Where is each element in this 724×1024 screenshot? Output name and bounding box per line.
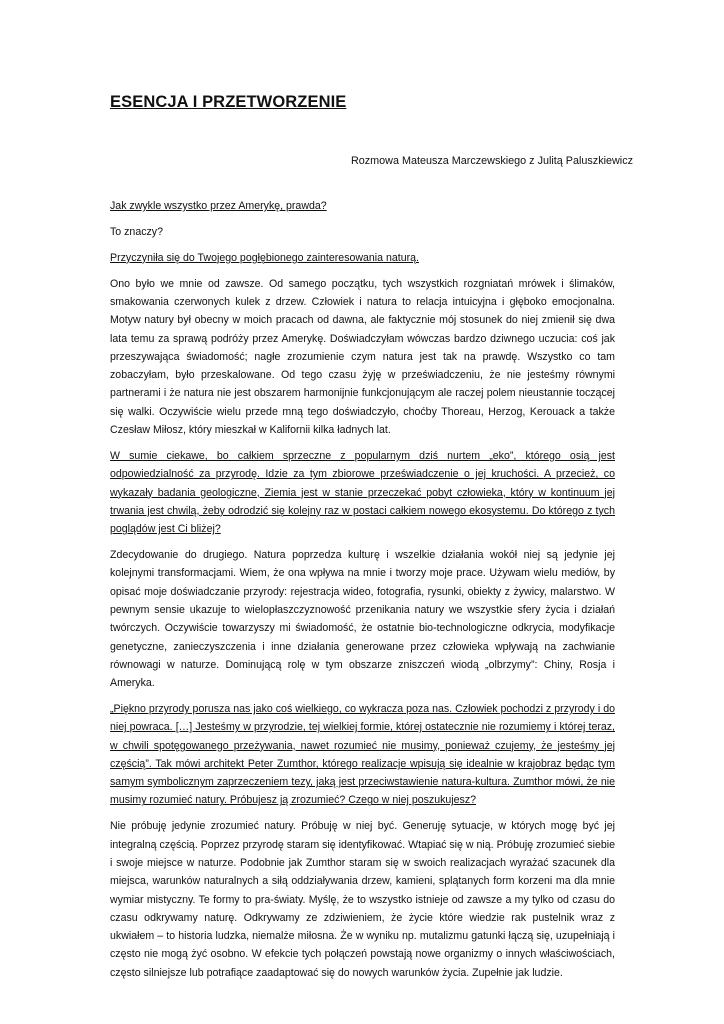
- document-title: ESENCJA I PRZETWORZENIE: [110, 93, 347, 111]
- question-paragraph: W sumie ciekawe, bo całkiem sprzeczne z popularnym dziś nurtem „eko”, którego osią jest odpowiedzialność za przyrodę. Idzie za tym zbiorowe przeświadczenie o jej kruchości. A przecież, co wykazały badania geologiczne, Ziemia jest w stanie przeczekać pobyt człowieka, który w kontinuum jej trwania jest chwilą, żeby odrodzić się kolejny raz w postaci całkiem nowego ekosystemu. Do którego z tych poglądów jest Ci bliżej?: [110, 449, 615, 536]
- answer-paragraph: Zdecydowanie do drugiego. Natura poprzedza kulturę i wszelkie działania wokół niej są jedynie jej kolejnymi transformacjami. Wiem, że ona wpływa na mnie i tworzy moje prace. Używam wielu mediów, by opisać moje doświadczanie przyrody: rejestracja wideo, fotografia, rysunki, obiekty z żywicy, malarstwo. W pewnym sensie ukazuje to wielopłaszczyznowość przenikania natury we wszystkie sfery życia i działań twórczych. Oczywiście towarzyszy mi świadomość, że ostatnie bio-technologiczne odkrycia, modyfikacje genetyczne, zanieczyszczenia i inne działania generowane przez człowieka wpływają na zachwianie równowagi w naturze. Dominującą rolę w tym obszarze zniszczeń wiodą „olbrzymy”: Chiny, Rosja i Ameryka.: [110, 549, 615, 690]
- interview-body: [110, 197, 615, 990]
- answer-paragraph: To znaczy?: [110, 225, 163, 238]
- question-paragraph: „Piękno przyrody porusza nas jako coś wielkiego, co wykracza poza nas. Człowiek pochodzi z przyrody i do niej powraca. […] Jesteśmy w przyrodzie, tej wielkiej formie, której ostatecznie nie rozumiemy i której teraz, w chwili spotęgowanego przeżywania, nawet rozumieć nie musimy, ponieważ czujemy, że jesteśmy jej częścią”. Tak mówi architekt Peter Zumthor, którego realizacje wpisują się idealnie w krajobraz będąc tym samym symbolicznym zaprzeczeniem tezy, jaką jest przeciwstawienie natura-kultura. Zumthor mówi, że nie musimy rozumieć natury. Próbujesz ją zrozumieć? Czego w niej poszukujesz?: [110, 702, 615, 807]
- question-paragraph: Jak zwykle wszystko przez Amerykę, prawda?: [110, 200, 327, 212]
- question-paragraph: Przyczyniła się do Twojego pogłębionego zainteresowania naturą.: [110, 251, 419, 264]
- answer-paragraph: Ono było we mnie od zawsze. Od samego początku, tych wszystkich rozgniatań mrówek i ślimaków, smakowania czerwonych kulek z drzew. Człowiek i natura to relacja intuicyjna i głęboko emocjonalna. Motyw natury był obecny w moich pracach od dawna, ale faktycznie mój stosunek do niej zmienił się dwa lata temu za sprawą podróży przez Amerykę. Doświadczyłam wówczas bardzo dziwnego uczucia: coś jak przeszywająca świadomość; nagłe zrozumienie czym natura jest tak na prawdę. Wszystko co tam zobaczyłam, było przeskalowane. Od tego czasu żyję w przeświadczeniu, że nie jesteśmy równymi partnerami i że natura nie jest obszarem harmonijnie funkcjonującym ale raczej polem nieustannie toczącej się walki. Oczywiście wielu przede mną tego doświadczyło, choćby Thoreau, Herzog, Kerouack a także Czesław Miłosz, który mieszkał w Kalifornii kilka ładnych lat.: [110, 277, 615, 437]
- document-subtitle: Rozmowa Mateusza Marczewskiego z Julitą Paluszkiewicz: [350, 155, 633, 167]
- answer-paragraph: Nie próbuję jedynie zrozumieć natury. Próbuję w niej być. Generuję sytuacje, w których mogę być jej integralną częścią. Poprzez przyrodę staram się identyfikować. Wtapiać się w nią. Próbuję zrozumieć siebie i swoje miejsce w naturze. Podobnie jak Zumthor staram się w swoich realizacjach wyrażać szacunek dla miejsca, warunków naturalnych a siłą oddziaływania drzew, kamieni, splątanych form korzeni ma dla mnie wymiar mistyczny. Te formy to pra-światy. Myślę, że to wszystko istnieje od zawsze a my tylko od czasu do czasu odkrywamy naturę. Odkrywamy ze zdziwieniem, że życie które wiedzie rak pustelnik wraz z ukwiałem – to historia ludzka, niemalże miłosna. Że w wyniku np. mutalizmu gatunki łączą się, uzupełniają i często nie mogą żyć osobno. W efekcie tych połączeń powstają nowe organizmy o innych właściwościach, często silniejsze lub potrafiące zaadaptować się do nowych warunków życia. Zupełnie jak ludzie.: [110, 820, 615, 979]
